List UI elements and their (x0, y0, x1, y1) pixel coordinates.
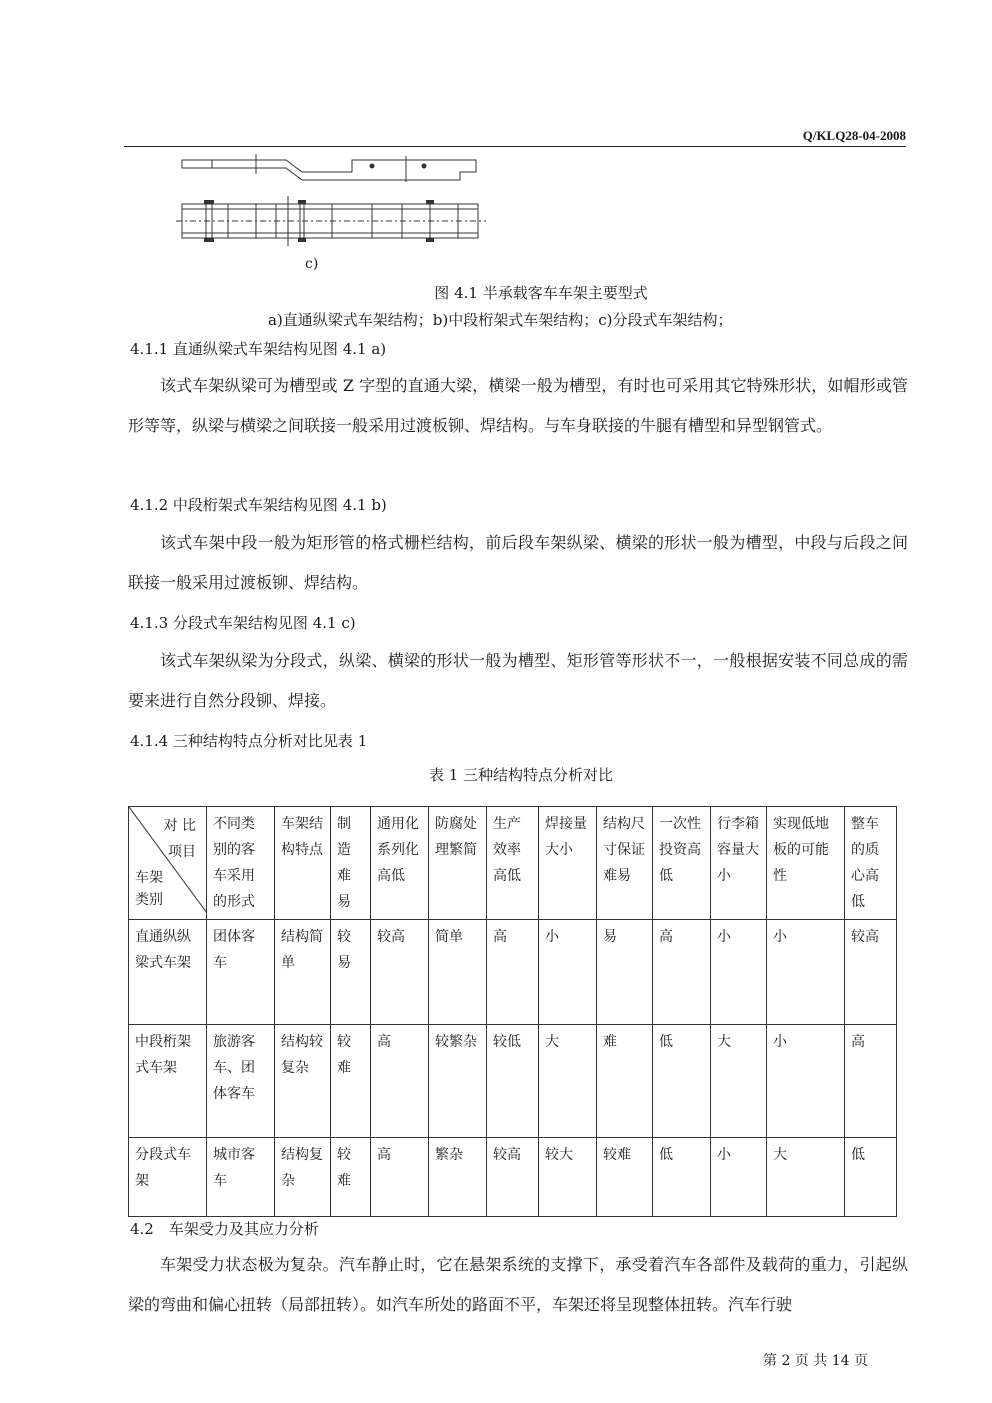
table-header-cell: 一次性投资高低 (653, 807, 711, 920)
table-header-cell: 制造难易 (331, 807, 371, 920)
table-cell: 小 (767, 920, 845, 1025)
section-4-1-3-paragraph: 该式车架纵梁为分段式，纵梁、横梁的形状一般为槽型、矩形管等形状不一，一般根据安装不同总成的需要来进行自然分段铆、焊接。 (128, 651, 908, 710)
table-cell: 易 (597, 920, 653, 1025)
table-header-cell: 整车的质心高低 (845, 807, 897, 920)
corner-label-mid: 项目 (168, 844, 196, 860)
table-cell: 结构较复杂 (275, 1025, 331, 1138)
section-4-1-2-paragraph: 该式车架中段一般为矩形管的格式栅栏结构，前后段车架纵梁、横梁的形状一般为槽型，中段与后段之间联接一般采用过渡板铆、焊结构。 (128, 533, 908, 592)
section-4-1-1-heading: 4.1.1 直通纵梁式车架结构见图 4.1 a) (130, 340, 387, 358)
section-4-1-2-heading: 4.1.2 中段桁架式车架结构见图 4.1 b) (130, 496, 387, 514)
table-cell: 小 (711, 920, 767, 1025)
frame-diagram (176, 152, 486, 252)
table-header-cell: 实现低地板的可能性 (767, 807, 845, 920)
figure-caption: 图 4.1 半承载客车车架主要型式 (434, 284, 648, 302)
table-cell: 较难 (331, 1025, 371, 1138)
table-cell: 结构复杂 (275, 1138, 331, 1217)
section-4-1-3-heading: 4.1.3 分段式车架结构见图 4.1 c) (130, 614, 356, 632)
table-cell: 较高 (845, 920, 897, 1025)
document-code: Q/KLQ28-04-2008 (802, 128, 906, 143)
table-cell: 较难 (597, 1138, 653, 1217)
table-corner-cell (129, 807, 207, 920)
figure-sub-label: c) (305, 256, 319, 272)
table-header-cell: 车架结构特点 (275, 807, 331, 920)
table-cell: 大 (539, 1025, 597, 1138)
table-cell: 较低 (487, 1025, 539, 1138)
section-4-1-4-heading: 4.1.4 三种结构特点分析对比见表 1 (130, 732, 368, 750)
table-header-cell: 行李箱容量大小 (711, 807, 767, 920)
section-4-1-1-paragraph: 该式车架纵梁可为槽型或 Z 字型的直通大梁，横梁一般为槽型，有时也可采用其它特殊形状，如帽形或管形等等，纵梁与横梁之间联接一般采用过渡板铆、焊结构。与车身联接的牛腿有槽型和异型钢管式。 (128, 376, 908, 435)
table-cell: 高 (371, 1138, 429, 1217)
figure-legend: a)直通纵梁式车架结构；b)中段桁架式车架结构；c)分段式车架结构； (268, 311, 733, 329)
table-cell: 城市客车 (207, 1138, 275, 1217)
table-cell: 较高 (487, 1138, 539, 1217)
table-cell: 较大 (539, 1138, 597, 1217)
table-header-cell: 防腐处理繁简 (429, 807, 487, 920)
table-cell: 中段桁架式车架 (129, 1025, 207, 1138)
table-cell: 高 (371, 1025, 429, 1138)
table-cell: 较繁杂 (429, 1025, 487, 1138)
table-header-cell: 焊接量大小 (539, 807, 597, 920)
table-cell: 繁杂 (429, 1138, 487, 1217)
table-row (129, 1025, 897, 1138)
table-cell: 旅游客车、团体客车 (207, 1025, 275, 1138)
table-cell: 分段式车架 (129, 1138, 207, 1217)
table-cell: 低 (845, 1138, 897, 1217)
table-cell: 低 (653, 1138, 711, 1217)
header-rule (124, 146, 906, 147)
page-number: 第 2 页 共 14 页 (763, 1353, 868, 1369)
table-cell: 团体客车 (207, 920, 275, 1025)
corner-label-bottom-2: 类别 (135, 892, 163, 908)
table-cell: 小 (539, 920, 597, 1025)
section-4-2-paragraph: 车架受力状态极为复杂。汽车静止时，它在悬架系统的支撑下，承受着汽车各部件及载荷的重力，引起纵梁的弯曲和偏心扭转（局部扭转）。如汽车所处的路面不平，车架还将呈现整体扭转。汽车行驶 (128, 1255, 908, 1314)
corner-label-bottom-1: 车架 (135, 870, 163, 886)
table-cell: 大 (711, 1025, 767, 1138)
table-cell: 难 (597, 1025, 653, 1138)
table-cell: 较难 (331, 1138, 371, 1217)
table-cell: 结构简单 (275, 920, 331, 1025)
comparison-table (128, 806, 897, 1217)
table-header-cell: 通用化系列化高低 (371, 807, 429, 920)
table-cell: 大 (767, 1138, 845, 1217)
table-cell: 小 (711, 1138, 767, 1217)
table-caption: 表 1 三种结构特点分析对比 (428, 766, 614, 784)
table-cell: 小 (767, 1025, 845, 1138)
table-cell: 低 (653, 1025, 711, 1138)
table-row (129, 920, 897, 1025)
table-cell: 高 (487, 920, 539, 1025)
table-cell: 较高 (371, 920, 429, 1025)
table-header-row (129, 807, 897, 920)
table-header-cell: 结构尺寸保证难易 (597, 807, 653, 920)
table-cell: 直通纵纵梁式车架 (129, 920, 207, 1025)
table-row (129, 1138, 897, 1217)
section-4-2-heading: 4.2 车架受力及其应力分析 (130, 1220, 319, 1238)
table-cell: 高 (653, 920, 711, 1025)
table-cell: 较易 (331, 920, 371, 1025)
table-cell: 简单 (429, 920, 487, 1025)
table-cell: 高 (845, 1025, 897, 1138)
table-header-cell: 生产效率高低 (487, 807, 539, 920)
table-header-cell: 不同类别的客车采用的形式 (207, 807, 275, 920)
corner-label-top: 对 比 (163, 818, 196, 834)
